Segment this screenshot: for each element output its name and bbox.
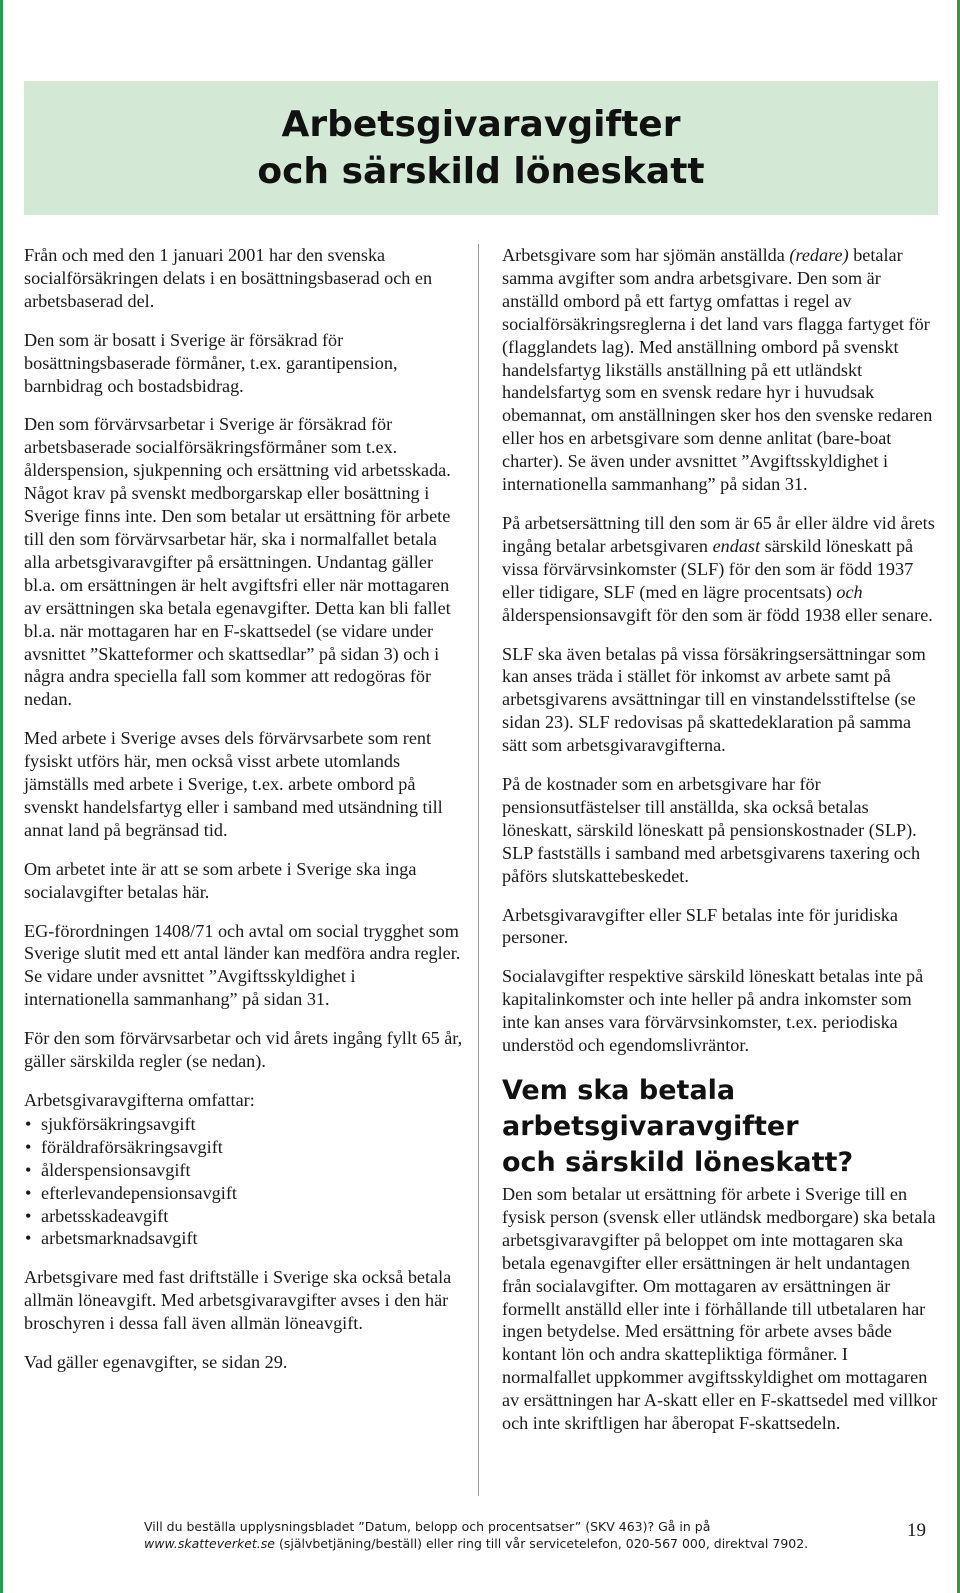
paragraph: Från och med den 1 januari 2001 har den svenska socialförsäkringen delats i en bosättningsbaserad och en arbetsbaserad del. [24, 245, 433, 311]
emphasis: och [836, 581, 863, 602]
emphasis: endast [712, 535, 761, 556]
paragraph: Den som förvärvsarbetar i Sverige är försäkrad för arbetsbaserade socialförsäkringsförmåner som t.ex. ålderspension, sjukpenning och ersättning vid arbetsskada. Något krav på svenskt medborgarskap eller bosättning i Sverige finns inte. Den som betalar ut ersättning för arbete till den som förvärvsarbetar här, ska i normalfallet betala alla arbetsgivaravgifter på ersättningen. Undantag gäller bl.a. om ersättningen är helt avgiftsfri eller när mottagaren av ersättningen ska betala egenavgifter. Detta kan bli fallet bl.a. när mottagaren har en F-skattsedel (se vidare under avsnittet ”Skatteformer och skattsedlar” på sidan 3) och i några andra speciella fall som kommer att redogöras för nedan. [24, 414, 451, 710]
list-item: • ålderspensionsavgift [25, 1159, 191, 1180]
paragraph: EG-förordningen 1408/71 och avtal om social trygghet som Sverige slutit med ett antal länder kan medföra andra regler. Se vidare under avsnittet ”Avgiftsskyldighet i internationella sammanhang” på sidan 31. [24, 920, 461, 1010]
section-heading: Vem ska betala arbetsgivaravgifter och särskild löneskatt? [502, 1075, 854, 1178]
paragraph: På arbetsersättning till den som är 65 år eller äldre vid årets ingång betalar arbetsgivaren endast särskild löneskatt på vissa förvärvsinkomster (SLF) för den som är född 1937 eller tidigare, SLF (med en lägre procentsats) och ålderspensionsavgift för den som är född 1938 eller senare. [502, 512, 935, 625]
page-number: 19 [907, 1520, 926, 1541]
paragraph: Med arbete i Sverige avses dels förvärvsarbete som rent fysiskt utförs här, men också visst arbete utomlands jämställs med arbete i Sverige, t.ex. arbete ombord på svenskt handelsfartyg eller i samband med utsändning till annat land på begränsad tid. [24, 728, 443, 840]
paragraph: Om arbetet inte är att se som arbete i Sverige ska inga socialavgifter betalas här. [24, 858, 417, 902]
bullet-icon: • [25, 1182, 32, 1203]
paragraph: Arbetsgivare med fast driftställe i Sverige ska också betala allmän löneavgift. Med arbetsgivaravgifter avses i den här broschyren i dessa fall även allmän löneavgift. [24, 1267, 452, 1334]
footer-line1: Vill du beställa upplysningsbladet ”Datum, belopp och procentsatser” (SKV 463)? Gå in på [144, 1519, 711, 1534]
fee-list [24, 1113, 464, 1250]
list-item: • arbetsmarknadsavgift [25, 1228, 198, 1249]
left-column [24, 244, 464, 1390]
right-column [502, 244, 940, 1451]
list-item: • föräldraförsäkringsavgift [25, 1136, 223, 1157]
paragraph: På de kostnader som en arbetsgivare har för pensionsutfästelser till anställda, ska också betalas löneskatt, särskild löneskatt på pensionskostnader (SLP). SLP fastställs i samband med arbetsgivarens taxering och påförs slutskattebeskedet. [502, 774, 921, 886]
bullet-icon: • [25, 1228, 32, 1249]
paragraph: Arbetsgivare som har sjömän anställda (redare) betalar samma avgifter som andra arbetsgivare. Den som är anställd ombord på ett fartyg omfattas i regel av socialförsäkringsreglerna i det land vars flagga fartyget för (flagglandets lag). Med anställning ombord på svenskt handelsfartyg likställs anställning på ett utländskt handelsfartyg som en svensk redare hyr i huvudsak obemannat, om anställningen sker hos den svenske redaren eller hos en arbetsgivare som denne anlitat (bare-boat charter). Se även under avsnittet ”Avgiftsskyldighet i internationella sammanhang” på sidan 31. [502, 245, 933, 495]
paragraph: Den som betalar ut ersättning för arbete i Sverige till en fysisk person (svensk eller utländsk medborgare) ska betala arbetsgivaravgifter på beloppet om inte mottagaren ska betala egenavgifter eller ersättningen är helt undantagen från socialavgifter. Om mottagaren av ersättningen är formellt anställd eller inte i förhållande till utbetalaren har ingen betydelse. Med ersättning för arbete avses både kontant lön och andra skattepliktiga förmåner. I normalfallet uppkommer avgiftsskyldighet om mottagaren av ersättningen har A-skatt eller en F-skattsedel med villkor och inte skriftligen har åberopat F-skattsedeln. [502, 1184, 938, 1434]
page-title-line1: Arbetsgivaravgifter [281, 104, 681, 145]
paragraph: För den som förvärvsarbetar och vid årets ingång fyllt 65 år, gäller särskilda regler (se nedan). [24, 1028, 463, 1072]
paragraph: SLF ska även betalas på vissa försäkringsersättningar som kan anses träda i stället för inkomst av arbete samt på arbetsgivarens avsättningar till en vinstandelsstiftelse (se sidan 23). SLF redovisas på skattedeklaration på samma sätt som arbetsgivaravgifterna. [502, 643, 926, 756]
emphasis: (redare) [789, 245, 849, 265]
list-item: • arbetsskadeavgift [25, 1205, 169, 1226]
footer-note [144, 1518, 864, 1552]
bullet-icon: • [25, 1136, 32, 1157]
bullet-icon: • [25, 1113, 32, 1134]
website-link[interactable]: www.skatteverket.se [144, 1536, 275, 1551]
footer-line2: (självbetjäning/beställ) eller ring till vår servicetelefon, 020-567 000, direktval 7902. [274, 1536, 809, 1551]
page-title [24, 81, 938, 195]
paragraph: Den som är bosatt i Sverige är försäkrad för bosättningsbaserade förmåner, t.ex. garantipension, barnbidrag och bostadsbidrag. [24, 329, 398, 396]
title-banner [24, 81, 938, 215]
page-title-line2: och särskild löneskatt [257, 151, 705, 192]
paragraph: Socialavgifter respektive särskild löneskatt betalas inte på kapitalinkomster och inte heller på andra inkomster som inte kan anses vara förvärvsinkomster, t.ex. periodiska understöd och egendomslivräntor. [502, 966, 924, 1056]
column-divider [478, 244, 479, 1496]
left-edge-stripe [0, 0, 3, 1593]
bullet-icon: • [25, 1159, 32, 1180]
bullet-icon: • [25, 1205, 32, 1226]
list-intro: Arbetsgivaravgifterna omfattar: [24, 1090, 255, 1110]
paragraph: Vad gäller egenavgifter, se sidan 29. [24, 1352, 288, 1373]
list-item: • sjukförsäkringsavgift [25, 1113, 196, 1134]
paragraph: Arbetsgivaravgifter eller SLF betalas inte för juridiska personer. [502, 904, 898, 948]
list-item: • efterlevandepensionsavgift [25, 1182, 237, 1203]
